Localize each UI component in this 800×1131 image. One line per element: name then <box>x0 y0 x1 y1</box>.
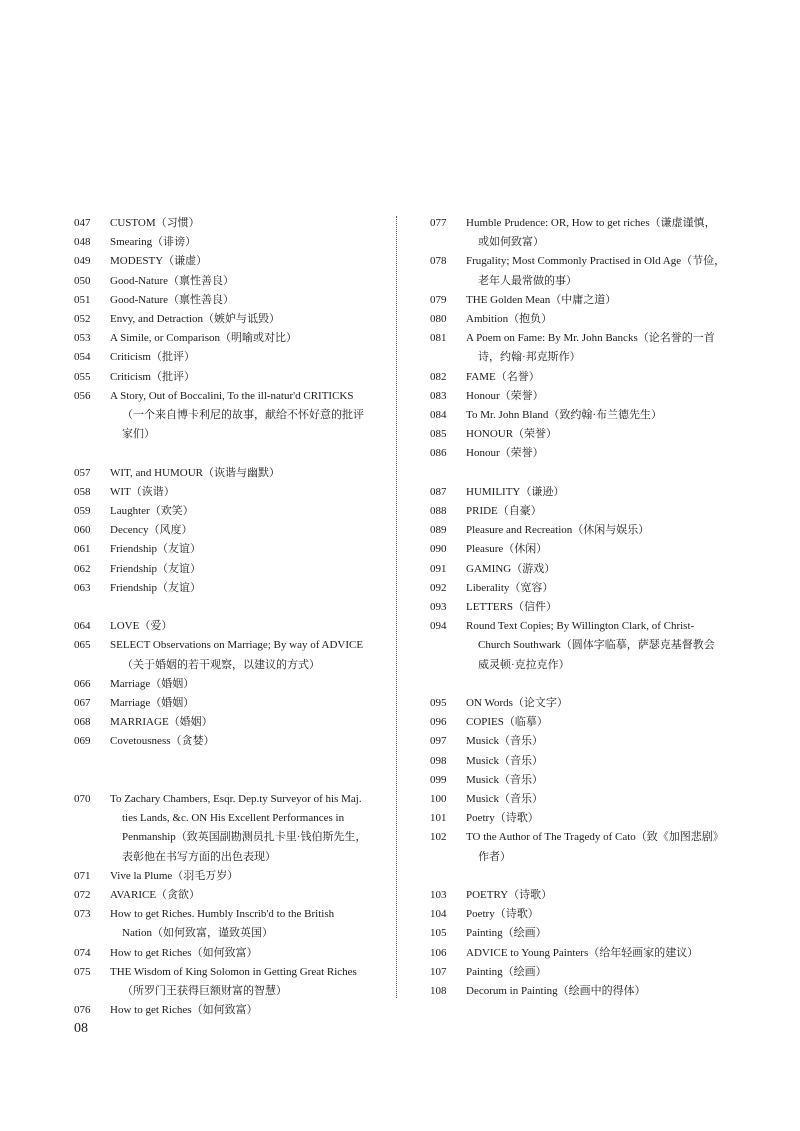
entry-title-line: Ambition（抱负） <box>466 313 553 326</box>
entry-title-line: Honour（荣誉） <box>466 389 544 402</box>
toc-entry <box>430 982 730 1001</box>
toc-entry <box>74 214 374 233</box>
entry-title-line: ON Words（论文字） <box>466 697 568 710</box>
toc-entry <box>74 886 374 905</box>
entry-number: 098 <box>430 754 447 767</box>
entry-title <box>110 329 374 348</box>
entry-title-line: （关于婚姻的若干观察，以建议的方式） <box>122 658 320 671</box>
entry-title-line: SELECT Observations on Marriage; By way of ADVICE <box>110 639 364 652</box>
entry-number: 080 <box>430 313 447 326</box>
toc-entry <box>430 406 730 425</box>
entry-title <box>466 963 730 982</box>
entry-number: 053 <box>74 332 91 345</box>
entry-number: 078 <box>430 255 447 268</box>
entry-title-line: ADVICE to Young Painters（给年轻画家的建议） <box>466 946 699 959</box>
entry-title <box>466 771 730 790</box>
entry-title-line: To Zachary Chambers, Esqr. Dep.ty Surveyor of his Maj. <box>110 793 362 806</box>
entry-title <box>110 483 374 502</box>
entry-number: 084 <box>430 409 447 422</box>
entry-number: 100 <box>430 793 447 806</box>
entry-title <box>110 502 374 521</box>
entry-number: 090 <box>430 543 447 556</box>
toc-entry <box>430 886 730 905</box>
section-gap <box>430 464 730 483</box>
entry-title <box>110 732 374 751</box>
entry-number: 070 <box>74 793 91 806</box>
entry-number: 062 <box>74 562 91 575</box>
entry-title-line: 表彰他在书写方面的出色表现） <box>122 850 276 863</box>
entry-title <box>466 924 730 943</box>
entry-title <box>110 905 374 943</box>
toc-entry <box>430 924 730 943</box>
entry-title-line: Decency（风度） <box>110 524 193 537</box>
entry-title-line: 作者） <box>478 850 511 863</box>
section-gap <box>74 598 374 617</box>
entry-title-line: Frugality; Most Commonly Practised in Old Age（节俭， <box>466 255 726 268</box>
page-number: 08 <box>74 1021 88 1036</box>
entry-number: 095 <box>430 697 447 710</box>
toc-entry <box>74 579 374 598</box>
toc-entry <box>74 329 374 348</box>
section-gap <box>430 675 730 694</box>
entry-number: 069 <box>74 735 91 748</box>
entry-title <box>466 944 730 963</box>
entry-title <box>110 291 374 310</box>
entry-title-line: HUMILITY（谦逊） <box>466 485 565 498</box>
entry-number: 082 <box>430 370 447 383</box>
entry-title-line: Vive la Plume（羽毛万岁） <box>110 869 239 882</box>
entry-title-line: 诗，约翰·邦克斯作） <box>478 351 581 364</box>
entry-title-line: Round Text Copies; By Willington Clark, of Christ- <box>466 620 695 633</box>
entry-number: 048 <box>74 236 91 249</box>
entry-title-line: Musick（音乐） <box>466 754 543 767</box>
toc-entry <box>430 963 730 982</box>
entry-number: 047 <box>74 217 91 229</box>
entry-title-line: AVARICE（贪欲） <box>110 889 201 902</box>
toc-entry <box>74 732 374 751</box>
entry-title <box>466 444 730 463</box>
entry-number: 067 <box>74 697 91 710</box>
toc-entry <box>74 713 374 732</box>
entry-title-line: Nation（如何致富，谨致英国） <box>122 927 273 940</box>
entry-number: 094 <box>430 620 447 633</box>
entry-title <box>110 540 374 559</box>
entry-number: 072 <box>74 889 91 902</box>
toc-entry <box>430 502 730 521</box>
entry-number: 052 <box>74 313 91 326</box>
entry-title <box>466 886 730 905</box>
entry-title <box>110 368 374 387</box>
entry-title <box>110 963 374 1001</box>
entry-title <box>466 809 730 828</box>
toc-entry <box>430 809 730 828</box>
section-gap <box>74 771 374 790</box>
entry-title <box>466 560 730 579</box>
entry-title <box>110 387 374 445</box>
entry-title <box>466 982 730 1001</box>
entry-title-line: POETRY（诗歌） <box>466 889 553 902</box>
entry-number: 105 <box>430 927 447 940</box>
entry-title <box>466 252 730 290</box>
toc-entry <box>74 540 374 559</box>
entry-number: 066 <box>74 677 91 690</box>
entry-title <box>110 214 374 233</box>
entry-title-line: Criticism（批评） <box>110 351 195 364</box>
entry-title-line: 威灵顿·克拉克作） <box>478 658 570 671</box>
entry-title-line: MARRIAGE（婚姻） <box>110 716 213 729</box>
entry-number: 049 <box>74 255 91 268</box>
entry-title <box>110 521 374 540</box>
entry-title-line: Envy, and Detraction（嫉妒与诋毁） <box>110 313 281 326</box>
toc-entry <box>430 483 730 502</box>
entry-number: 054 <box>74 351 91 364</box>
entry-number: 097 <box>430 735 447 748</box>
entry-number: 055 <box>74 370 91 383</box>
entry-title <box>466 329 730 367</box>
entry-title-line: How to get Riches. Humbly Inscrib'd to the British <box>110 908 335 921</box>
toc-entry <box>430 752 730 771</box>
entry-number: 064 <box>74 620 91 633</box>
entry-number: 085 <box>430 428 447 441</box>
left-column <box>74 214 374 1020</box>
entry-title <box>466 617 730 675</box>
toc-entry <box>430 790 730 809</box>
entry-title-line: ties Lands, &c. ON His Excellent Performances in <box>122 812 345 825</box>
entry-title-line: Musick（音乐） <box>466 793 543 806</box>
entry-title-line: Laughter（欢笑） <box>110 505 194 518</box>
entry-title <box>466 483 730 502</box>
entry-title <box>466 732 730 751</box>
entry-title-line: GAMING（游戏） <box>466 562 556 575</box>
entry-title-line: CUSTOM（习惯） <box>110 217 200 229</box>
entry-title-line: Painting（绘画） <box>466 927 547 940</box>
entry-number: 057 <box>74 466 91 479</box>
entry-title-line: HONOUR（荣誉） <box>466 428 558 441</box>
entry-title-line: LETTERS（信件） <box>466 601 558 614</box>
entry-title-line: A Poem on Fame: By Mr. John Bancks（论名誉的一首 <box>466 332 715 345</box>
toc-entry <box>74 944 374 963</box>
entry-title-line: How to get Riches（如何致富） <box>110 946 258 959</box>
entry-number: 087 <box>430 485 447 498</box>
toc-entry <box>74 464 374 483</box>
entry-title-line: Smearing（诽谤） <box>110 236 197 249</box>
entry-number: 065 <box>74 639 91 652</box>
toc-entry <box>430 425 730 444</box>
entry-title <box>110 348 374 367</box>
toc-entry <box>430 252 730 290</box>
entry-title-line: MODESTY（谦虚） <box>110 255 208 268</box>
entry-title <box>110 579 374 598</box>
right-column <box>430 214 730 1001</box>
toc-entry <box>74 483 374 502</box>
toc-entry <box>74 310 374 329</box>
toc-entry <box>74 387 374 445</box>
entry-title <box>466 598 730 617</box>
toc-entry <box>430 444 730 463</box>
entry-title <box>466 713 730 732</box>
entry-title <box>110 1001 374 1020</box>
section-gap <box>430 867 730 886</box>
entry-title <box>466 752 730 771</box>
toc-entry <box>430 579 730 598</box>
entry-number: 099 <box>430 773 447 786</box>
entry-title <box>110 310 374 329</box>
toc-entry <box>74 963 374 1001</box>
entry-title <box>110 272 374 291</box>
entry-title <box>466 579 730 598</box>
entry-title-line: Covetousness（贪婪） <box>110 735 215 748</box>
entry-title-line: Criticism（批评） <box>110 370 195 383</box>
toc-entry <box>430 828 730 866</box>
entry-title-line: A Story, Out of Boccalini, To the ill-natur'd CRITICKS <box>110 389 354 402</box>
entry-title <box>466 368 730 387</box>
entry-title-line: Humble Prudence: OR, How to get riches（谦虚谨慎， <box>466 217 716 229</box>
entry-title-line: Friendship（友谊） <box>110 543 202 556</box>
toc-entry <box>74 502 374 521</box>
entry-title-line: Friendship（友谊） <box>110 562 202 575</box>
toc-entry <box>430 521 730 540</box>
entry-title-line: Poetry（诗歌） <box>466 908 539 921</box>
entry-title-line: Pleasure and Recreation（休闲与娱乐） <box>466 524 650 537</box>
entry-title <box>466 828 730 866</box>
entry-title-line: COPIES（临摹） <box>466 716 548 729</box>
entry-title <box>110 233 374 252</box>
entry-title-line: 老年人最常做的事） <box>478 274 577 287</box>
entry-number: 104 <box>430 908 447 921</box>
entry-title-line: （一个来自博卡利尼的故事，献给不怀好意的批评 <box>122 409 364 422</box>
entry-title-line: A Simile, or Comparison（明喻或对比） <box>110 332 297 345</box>
toc-entry <box>74 1001 374 1020</box>
toc-entry <box>430 713 730 732</box>
entry-number: 076 <box>74 1004 91 1017</box>
entry-title <box>466 502 730 521</box>
toc-entry <box>74 272 374 291</box>
entry-title <box>466 521 730 540</box>
entry-title-line: Musick（音乐） <box>466 773 543 786</box>
entry-title-line: Poetry（诗歌） <box>466 812 539 825</box>
entry-title-line: Friendship（友谊） <box>110 581 202 594</box>
entry-number: 050 <box>74 274 91 287</box>
entry-title-line: FAME（名誉） <box>466 370 540 383</box>
entry-number: 103 <box>430 889 447 902</box>
toc-entry <box>430 540 730 559</box>
entry-title-line: How to get Riches（如何致富） <box>110 1004 258 1017</box>
entry-title-line: Marriage（婚姻） <box>110 697 195 710</box>
toc-entry <box>430 329 730 367</box>
entry-title-line: Marriage（婚姻） <box>110 677 195 690</box>
entry-number: 077 <box>430 217 447 229</box>
entry-number: 101 <box>430 812 447 825</box>
entry-number: 083 <box>430 389 447 402</box>
toc-entry <box>430 732 730 751</box>
entry-title <box>466 387 730 406</box>
column-divider <box>396 216 397 998</box>
entry-number: 081 <box>430 332 447 345</box>
entry-title <box>110 867 374 886</box>
toc-entry <box>74 867 374 886</box>
toc-entry <box>430 598 730 617</box>
entry-title-line: Penmanship（致英国副勘测员扎卡里·钱伯斯先生， <box>122 831 367 844</box>
toc-entry <box>430 214 730 252</box>
entry-title-line: To Mr. John Bland（致约翰·布兰德先生） <box>466 409 663 422</box>
toc-entry <box>430 368 730 387</box>
toc-entry <box>74 617 374 636</box>
entry-number: 088 <box>430 505 447 518</box>
entry-number: 073 <box>74 908 91 921</box>
entry-title-line: Good-Nature（禀性善良） <box>110 293 235 306</box>
entry-number: 068 <box>74 716 91 729</box>
section-gap <box>74 444 374 463</box>
entry-number: 061 <box>74 543 91 556</box>
entry-title-line: Musick（音乐） <box>466 735 543 748</box>
entry-number: 075 <box>74 965 91 978</box>
entry-title <box>110 560 374 579</box>
entry-title <box>110 886 374 905</box>
entry-title-line: Honour（荣誉） <box>466 447 544 460</box>
entry-number: 102 <box>430 831 447 844</box>
entry-title <box>110 694 374 713</box>
toc-entry <box>430 387 730 406</box>
entry-number: 096 <box>430 716 447 729</box>
entry-number: 091 <box>430 562 447 575</box>
toc-entry <box>430 694 730 713</box>
entry-number: 071 <box>74 869 91 882</box>
entry-number: 106 <box>430 946 447 959</box>
entry-number: 092 <box>430 581 447 594</box>
entry-number: 089 <box>430 524 447 537</box>
entry-title-line: Good-Nature（禀性善良） <box>110 274 235 287</box>
entry-number: 058 <box>74 485 91 498</box>
toc-entry <box>74 675 374 694</box>
entry-title <box>110 252 374 271</box>
entry-title <box>466 425 730 444</box>
toc-entry <box>74 694 374 713</box>
toc-entry <box>430 944 730 963</box>
toc-entry <box>74 636 374 674</box>
toc-entry <box>74 790 374 867</box>
entry-title-line: LOVE（爱） <box>110 620 173 633</box>
section-gap <box>74 752 374 771</box>
entry-number: 060 <box>74 524 91 537</box>
entry-title <box>466 310 730 329</box>
entry-title <box>110 713 374 732</box>
toc-entry <box>74 560 374 579</box>
entry-title-line: （所罗门王获得巨额财富的智慧） <box>122 985 287 998</box>
entry-title <box>466 790 730 809</box>
entry-number: 108 <box>430 985 447 998</box>
toc-entry <box>430 905 730 924</box>
entry-title-line: WIT（诙谐） <box>110 485 175 498</box>
entry-title <box>110 675 374 694</box>
toc-entry <box>430 560 730 579</box>
toc-entry <box>74 252 374 271</box>
entry-number: 059 <box>74 505 91 518</box>
toc-entry <box>430 291 730 310</box>
toc-entry <box>74 368 374 387</box>
entry-title <box>466 406 730 425</box>
entry-title-line: Pleasure（休闲） <box>466 543 548 556</box>
toc-entry <box>430 617 730 675</box>
entry-number: 086 <box>430 447 447 460</box>
entry-title-line: Liberality（宽容） <box>466 581 554 594</box>
entry-title <box>466 694 730 713</box>
entry-number: 093 <box>430 601 447 614</box>
toc-entry <box>430 771 730 790</box>
entry-title-line: 家们） <box>122 428 155 441</box>
entry-number: 074 <box>74 946 91 959</box>
entry-title-line: PRIDE（自豪） <box>466 505 542 518</box>
entry-title <box>466 214 730 252</box>
entry-title <box>466 540 730 559</box>
entry-title <box>110 944 374 963</box>
toc-entry <box>430 310 730 329</box>
entry-title <box>110 617 374 636</box>
toc-entry <box>74 291 374 310</box>
entry-title <box>110 790 374 867</box>
entry-number: 063 <box>74 581 91 594</box>
entry-title-line: TO the Author of The Tragedy of Cato（致《加图悲剧》 <box>466 831 724 844</box>
entry-title <box>110 636 374 674</box>
entry-title <box>466 905 730 924</box>
entry-title-line: WIT, and HUMOUR（诙谐与幽默） <box>110 466 280 479</box>
entry-title-line: 或如何致富） <box>478 236 544 249</box>
entry-title-line: Church Southwark（圆体字临摹，萨瑟克基督教会 <box>478 639 715 652</box>
entry-title <box>466 291 730 310</box>
toc-entry <box>74 348 374 367</box>
toc-entry <box>74 905 374 943</box>
entry-title-line: Painting（绘画） <box>466 965 547 978</box>
entry-number: 056 <box>74 389 91 402</box>
toc-entry <box>74 233 374 252</box>
entry-title-line: THE Wisdom of King Solomon in Getting Great Riches <box>110 965 357 978</box>
entry-number: 107 <box>430 965 447 978</box>
entry-number: 079 <box>430 293 447 306</box>
entry-title-line: THE Golden Mean（中庸之道） <box>466 293 617 306</box>
entry-title <box>110 464 374 483</box>
entry-number: 051 <box>74 293 91 306</box>
entry-title-line: Decorum in Painting（绘画中的得体） <box>466 985 646 998</box>
toc-entry <box>74 521 374 540</box>
